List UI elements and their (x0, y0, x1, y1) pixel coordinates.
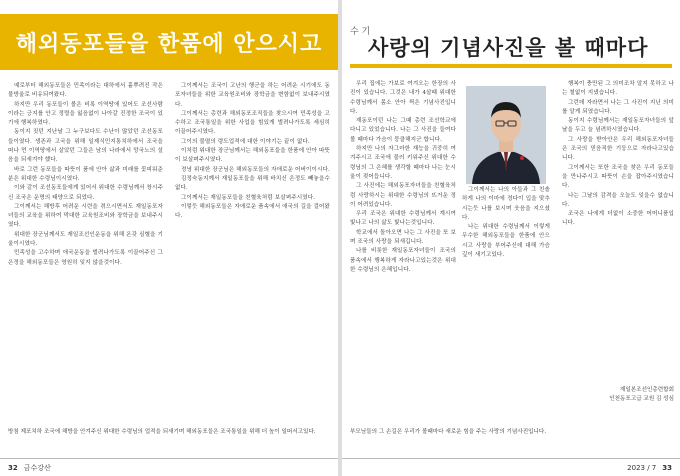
paragraph: 그이께서는 조국이 고난의 행군을 하는 어려운 시기에도 동포자녀들을 위한 교육원조비와 장학금을 변함없이 보내주시였다. (175, 83, 330, 108)
right-footer (342, 458, 680, 476)
left-page-title: 해외동포들을 한품에 안으시고 (15, 31, 323, 57)
paragraph: 정녕 위대한 장군님은 해외동포들의 자애로운 어버이이시다. (181, 166, 330, 173)
title-underline (350, 64, 672, 68)
credit-organization: 재일본조선인총련합회 (619, 387, 674, 393)
paragraph: 학교에서 돌아오면 나는 그 사진을 또 보며 조국의 사랑을 되새깁니다. (350, 229, 456, 246)
paragraph: 그이께서는 총련과 해외동포조직들을 찾으시여 민족성을 고수하고 조국통일을 위한 사업을 힘있게 벌려나가도록 세심히 이끌어주시였다. (175, 110, 330, 136)
paragraph: 그이께서는 해방후 어려운 시련을 겪으시면서도 재일동포자녀들의 교육을 위하여 막대한 교육원조비와 장학금을 보내주시였다. (8, 203, 163, 229)
paragraph: 동이지 수령님께서는 재일동포자녀들의 앞날을 두고 늘 념려하시였습니다. (562, 118, 674, 134)
paragraph: 하지만 나의 자그마한 재능을 귀중히 여겨주시고 조국에 불러 키워주신 위대한 수령님의 그 은혜를 생각할 때마다 나는 눈시울이 젖어듭니다. (350, 146, 456, 180)
paragraph: 우리 조국은 위대한 수령님께서 계시여 빛나고 나의 삶도 빛나는것입니다. (350, 211, 456, 227)
paragraph: 이와 같이 조선동포들에게 있어서 위대한 수령님께서 창시주신 조국은 운명의 태양으로 되었다. (8, 185, 163, 201)
portrait-figure-icon (466, 86, 546, 184)
right-page-title: 사랑의 기념사진을 볼 때마다 (368, 35, 649, 60)
credit-author: 인천동포고급 교원 김 성심 (609, 396, 674, 402)
right-column-1 (350, 80, 456, 424)
left-page (0, 0, 338, 476)
paragraph: 동이지 짓던 지난날 그 누구보다도 수난이 많았던 조선동포들이였다. 생존과 고국을 위해 일제식민지통치하에서 조국을 떠나 먼 이역땅에서 살았던 그들은 남의 나라에서 망국노의 설음을 되새겨야 했다. (8, 129, 163, 164)
paragraph: 우리 집에는 가보로 여겨오는 한장의 사진이 있습니다. 그것은 내가 4살때 위대한 수령님께서 몸소 안아 찍은 기념사진입니다. (350, 81, 456, 115)
paragraph: 위대한 장군님께서도 재일조선인운동을 위해 온갖 심혈을 기울이시였다. (8, 231, 163, 248)
paragraph: 이처럼 위대한 장군님께서는 해외동포들을 한품에 안아 따뜻이 보살펴주시였다. (175, 148, 330, 164)
paragraph: 나는 위대한 수령님께서 이렇게 무수한 해외동포들을 한품에 안으시고 사랑을 부어주신데 대해 가슴깊이 새기고있다. (462, 224, 550, 259)
photo-caption-text (462, 186, 550, 386)
left-footer (0, 458, 338, 476)
paragraph: 그 사랑을 받아안은 우리 해외동포자녀들은 조국의 믿음직한 기둥으로 자라나고있습니다. (562, 136, 674, 162)
paragraph: 그이께서는 재일동포들을 친혈육처럼 보살펴주시였다. (181, 194, 316, 201)
right-footer-label: 2023 / 7 (627, 463, 657, 472)
paragraph: 조국은 나에게 더없이 소중한 어머니품입니다. (562, 211, 674, 227)
right-column-2 (562, 80, 674, 380)
paragraph: 나를 비롯한 재일동포자녀들이 조국의 품속에서 행복하게 자라나고있는것은 위대한 수령님의 은혜입니다. (350, 248, 456, 273)
right-page-header (342, 22, 680, 70)
paragraph: 그런데 자라면서 나는 그 사진이 지닌 의미를 알게 되였습니다. (562, 99, 674, 115)
paragraph: 그 사진에는 해외동포자녀들을 친혈육처럼 사랑하시는 위대한 수령님의 뜨거운 정이 어려있습니다. (350, 183, 456, 208)
left-title-banner (0, 14, 338, 70)
left-bottom-text: 방침 제포치하 조국에 해방을 안겨주신 위대한 수령님의 업적을 되새기며 해외동포들은 조국통일을 위해 더 높이 일떠서고있다. (8, 429, 316, 435)
paragraph: 예로부터 해외동포들은 민족이라는 대하에서 흩뿌려진 작은 물방울로 비유되여왔다. (8, 83, 163, 99)
paragraph: 나는 그날의 감격을 오늘도 잊을수 없습니다. (562, 192, 674, 208)
paragraph: 그이께서는 또한 조국을 찾은 우리 동포들을 만나주시고 따뜻이 손을 잡아주시였습니다. (562, 164, 674, 190)
paragraph: 그이의 불멸의 령도업적에 대한 이야기는 끝이 없다. (181, 138, 310, 145)
portrait-photo (466, 86, 546, 184)
paragraph: 하지만 우리 동포들이 볼은 비록 이역땅에 있어도 조선사람이라는 긍지를 안고 정렬을 잃음없이 나아갈 진정한 조국이 있기에 행복하였다. (8, 101, 163, 127)
paragraph: 민족성을 고수하며 애국운동을 벌려나가도록 이끌어주신 그 은정을 해외동포들은 영원히 잊지 않을것이다. (8, 250, 163, 266)
paragraph: 재동포이던 나는 그때 총련 조선학교에 다니고 있었습니다. 나는 그 사진을 들여다볼 때마다 가슴이 뭉클해지군 합니다. (350, 118, 456, 143)
left-column-2 (175, 82, 330, 424)
paragraph: 행복이 충만된 그 의미조차 알지 못하고 나는 철없이 지냈습니다. (562, 81, 674, 97)
author-credit (556, 386, 674, 404)
essay-tag: 수 기 (350, 27, 371, 37)
paragraph: 김정숙동지께서 재일동포들을 위해 바치신 은정도 빼놓을수 없다. (175, 175, 330, 192)
right-page (342, 0, 680, 476)
paragraph: 이렇듯 해외동포들은 자애로운 품속에서 애국의 길을 걸어왔다. (175, 203, 330, 220)
right-bottom-text: 부모님들의 그 손길은 우리가 볼때마다 새로운 힘을 주는 사랑의 기념사진입니다. (350, 429, 547, 435)
left-page-number: 32 (8, 463, 18, 472)
left-footer-label: 금수강산 (23, 463, 51, 472)
right-page-number: 33 (662, 463, 672, 472)
paragraph: 바로 그런 동포들을 따뜻이 품에 안아 삶과 미래를 꽃피워준 분은 위대한 수령님이시였다. (8, 166, 163, 182)
paragraph: 그이께서는 나의 아들과 그 친솔하게 나의 이마에 정다이 입을 맞추시는듯 나를 보시며 웃음을 지으셨다. (462, 187, 550, 221)
left-column-1 (8, 82, 163, 424)
